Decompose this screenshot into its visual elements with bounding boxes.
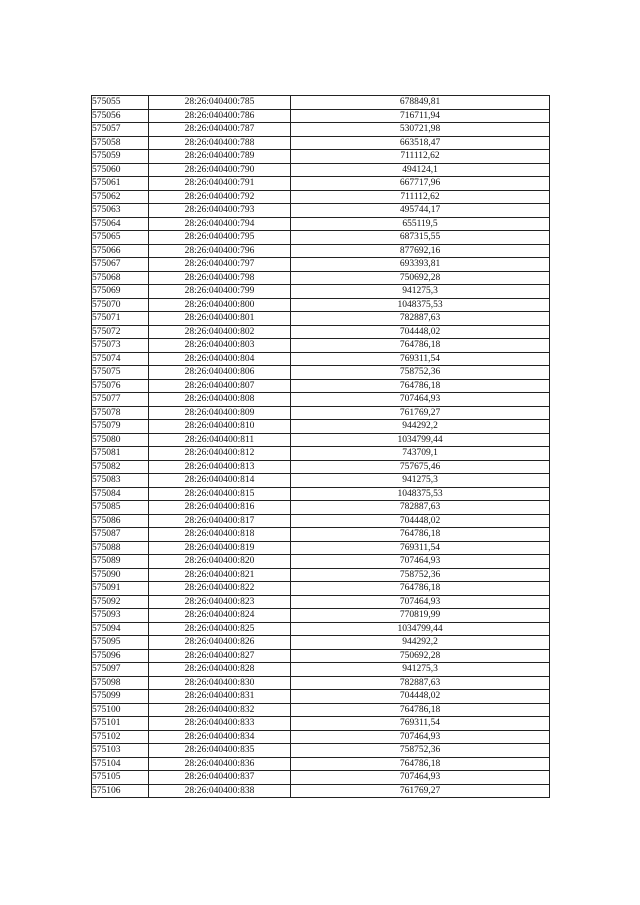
table-row bbox=[92, 622, 550, 636]
row-number-cell: 575087 bbox=[92, 528, 149, 542]
value-cell: 782887,63 bbox=[291, 312, 550, 326]
value-cell: 761769,27 bbox=[291, 784, 550, 798]
table-row bbox=[92, 676, 550, 690]
cadastral-number-cell: 28:26:040400:814 bbox=[149, 474, 291, 488]
table-row bbox=[92, 474, 550, 488]
table-row bbox=[92, 595, 550, 609]
row-number-cell: 575090 bbox=[92, 568, 149, 582]
cadastral-number-cell: 28:26:040400:798 bbox=[149, 271, 291, 285]
value-cell: 494124,1 bbox=[291, 163, 550, 177]
row-number-cell: 575065 bbox=[92, 231, 149, 245]
value-cell: 678849,81 bbox=[291, 96, 550, 110]
table-row bbox=[92, 231, 550, 245]
row-number-cell: 575088 bbox=[92, 541, 149, 555]
row-number-cell: 575082 bbox=[92, 460, 149, 474]
value-cell: 693393,81 bbox=[291, 258, 550, 272]
cadastral-number-cell: 28:26:040400:834 bbox=[149, 730, 291, 744]
cadastral-number-cell: 28:26:040400:817 bbox=[149, 514, 291, 528]
table-row bbox=[92, 771, 550, 785]
table-row bbox=[92, 730, 550, 744]
cadastral-number-cell: 28:26:040400:833 bbox=[149, 717, 291, 731]
cadastral-number-cell: 28:26:040400:804 bbox=[149, 352, 291, 366]
value-cell: 711112,62 bbox=[291, 190, 550, 204]
value-cell: 750692,28 bbox=[291, 271, 550, 285]
value-cell: 704448,02 bbox=[291, 325, 550, 339]
table-row bbox=[92, 460, 550, 474]
value-cell: 764786,18 bbox=[291, 339, 550, 353]
cadastral-number-cell: 28:26:040400:824 bbox=[149, 609, 291, 623]
value-cell: 495744,17 bbox=[291, 204, 550, 218]
cadastral-number-cell: 28:26:040400:797 bbox=[149, 258, 291, 272]
value-cell: 764786,18 bbox=[291, 582, 550, 596]
value-cell: 687315,55 bbox=[291, 231, 550, 245]
row-number-cell: 575080 bbox=[92, 433, 149, 447]
row-number-cell: 575093 bbox=[92, 609, 149, 623]
row-number-cell: 575105 bbox=[92, 771, 149, 785]
value-cell: 716711,94 bbox=[291, 109, 550, 123]
value-cell: 750692,28 bbox=[291, 649, 550, 663]
cadastral-number-cell: 28:26:040400:819 bbox=[149, 541, 291, 555]
table-row bbox=[92, 366, 550, 380]
cadastral-number-cell: 28:26:040400:810 bbox=[149, 420, 291, 434]
row-number-cell: 575097 bbox=[92, 663, 149, 677]
row-number-cell: 575073 bbox=[92, 339, 149, 353]
cadastral-number-cell: 28:26:040400:802 bbox=[149, 325, 291, 339]
row-number-cell: 575067 bbox=[92, 258, 149, 272]
cadastral-number-cell: 28:26:040400:828 bbox=[149, 663, 291, 677]
cadastral-number-cell: 28:26:040400:796 bbox=[149, 244, 291, 258]
table-row bbox=[92, 312, 550, 326]
table-row bbox=[92, 514, 550, 528]
cadastral-number-cell: 28:26:040400:831 bbox=[149, 690, 291, 704]
table-row bbox=[92, 541, 550, 555]
row-number-cell: 575094 bbox=[92, 622, 149, 636]
value-cell: 758752,36 bbox=[291, 366, 550, 380]
value-cell: 944292,2 bbox=[291, 636, 550, 650]
row-number-cell: 575096 bbox=[92, 649, 149, 663]
cadastral-number-cell: 28:26:040400:836 bbox=[149, 757, 291, 771]
cadastral-number-cell: 28:26:040400:813 bbox=[149, 460, 291, 474]
table-row bbox=[92, 393, 550, 407]
cadastral-number-cell: 28:26:040400:837 bbox=[149, 771, 291, 785]
cadastral-number-cell: 28:26:040400:815 bbox=[149, 487, 291, 501]
cadastral-number-cell: 28:26:040400:825 bbox=[149, 622, 291, 636]
value-cell: 941275,3 bbox=[291, 474, 550, 488]
cadastral-number-cell: 28:26:040400:801 bbox=[149, 312, 291, 326]
table-row bbox=[92, 271, 550, 285]
value-cell: 530721,98 bbox=[291, 123, 550, 137]
row-number-cell: 575057 bbox=[92, 123, 149, 137]
cadastral-number-cell: 28:26:040400:795 bbox=[149, 231, 291, 245]
value-cell: 707464,93 bbox=[291, 555, 550, 569]
table-row bbox=[92, 285, 550, 299]
cadastral-number-cell: 28:26:040400:786 bbox=[149, 109, 291, 123]
table-row bbox=[92, 136, 550, 150]
cadastral-number-cell: 28:26:040400:818 bbox=[149, 528, 291, 542]
cadastral-number-cell: 28:26:040400:791 bbox=[149, 177, 291, 191]
cadastral-number-cell: 28:26:040400:822 bbox=[149, 582, 291, 596]
value-cell: 782887,63 bbox=[291, 676, 550, 690]
table-row bbox=[92, 123, 550, 137]
data-table bbox=[91, 95, 550, 798]
cadastral-number-cell: 28:26:040400:816 bbox=[149, 501, 291, 515]
value-cell: 704448,02 bbox=[291, 514, 550, 528]
value-cell: 764786,18 bbox=[291, 757, 550, 771]
row-number-cell: 575059 bbox=[92, 150, 149, 164]
cadastral-number-cell: 28:26:040400:811 bbox=[149, 433, 291, 447]
value-cell: 1048375,53 bbox=[291, 487, 550, 501]
table-row bbox=[92, 96, 550, 110]
value-cell: 1034799,44 bbox=[291, 622, 550, 636]
cadastral-number-cell: 28:26:040400:793 bbox=[149, 204, 291, 218]
table-row bbox=[92, 244, 550, 258]
table-row bbox=[92, 501, 550, 515]
table-row bbox=[92, 352, 550, 366]
value-cell: 761769,27 bbox=[291, 406, 550, 420]
row-number-cell: 575092 bbox=[92, 595, 149, 609]
value-cell: 764786,18 bbox=[291, 528, 550, 542]
value-cell: 707464,93 bbox=[291, 393, 550, 407]
table-row bbox=[92, 298, 550, 312]
table-row bbox=[92, 744, 550, 758]
value-cell: 1048375,53 bbox=[291, 298, 550, 312]
cadastral-number-cell: 28:26:040400:838 bbox=[149, 784, 291, 798]
row-number-cell: 575102 bbox=[92, 730, 149, 744]
row-number-cell: 575101 bbox=[92, 717, 149, 731]
value-cell: 770819,99 bbox=[291, 609, 550, 623]
value-cell: 944292,2 bbox=[291, 420, 550, 434]
table-row bbox=[92, 204, 550, 218]
value-cell: 758752,36 bbox=[291, 744, 550, 758]
value-cell: 764786,18 bbox=[291, 379, 550, 393]
cadastral-number-cell: 28:26:040400:806 bbox=[149, 366, 291, 380]
table-row bbox=[92, 433, 550, 447]
cadastral-number-cell: 28:26:040400:809 bbox=[149, 406, 291, 420]
value-cell: 655119,5 bbox=[291, 217, 550, 231]
value-cell: 1034799,44 bbox=[291, 433, 550, 447]
row-number-cell: 575060 bbox=[92, 163, 149, 177]
value-cell: 707464,93 bbox=[291, 771, 550, 785]
table-row bbox=[92, 487, 550, 501]
row-number-cell: 575103 bbox=[92, 744, 149, 758]
value-cell: 941275,3 bbox=[291, 285, 550, 299]
row-number-cell: 575100 bbox=[92, 703, 149, 717]
value-cell: 769311,54 bbox=[291, 717, 550, 731]
row-number-cell: 575085 bbox=[92, 501, 149, 515]
row-number-cell: 575089 bbox=[92, 555, 149, 569]
cadastral-number-cell: 28:26:040400:835 bbox=[149, 744, 291, 758]
cadastral-number-cell: 28:26:040400:832 bbox=[149, 703, 291, 717]
cadastral-number-cell: 28:26:040400:827 bbox=[149, 649, 291, 663]
cadastral-number-cell: 28:26:040400:792 bbox=[149, 190, 291, 204]
row-number-cell: 575066 bbox=[92, 244, 149, 258]
value-cell: 663518,47 bbox=[291, 136, 550, 150]
value-cell: 769311,54 bbox=[291, 541, 550, 555]
row-number-cell: 575078 bbox=[92, 406, 149, 420]
table-row bbox=[92, 379, 550, 393]
table-row bbox=[92, 528, 550, 542]
row-number-cell: 575074 bbox=[92, 352, 149, 366]
table-row bbox=[92, 757, 550, 771]
value-cell: 743709,1 bbox=[291, 447, 550, 461]
row-number-cell: 575086 bbox=[92, 514, 149, 528]
cadastral-number-cell: 28:26:040400:794 bbox=[149, 217, 291, 231]
cadastral-number-cell: 28:26:040400:812 bbox=[149, 447, 291, 461]
row-number-cell: 575077 bbox=[92, 393, 149, 407]
value-cell: 711112,62 bbox=[291, 150, 550, 164]
table-row bbox=[92, 582, 550, 596]
table-row bbox=[92, 258, 550, 272]
row-number-cell: 575104 bbox=[92, 757, 149, 771]
row-number-cell: 575098 bbox=[92, 676, 149, 690]
cadastral-number-cell: 28:26:040400:821 bbox=[149, 568, 291, 582]
table-row bbox=[92, 177, 550, 191]
cadastral-number-cell: 28:26:040400:808 bbox=[149, 393, 291, 407]
table-row bbox=[92, 636, 550, 650]
table-row bbox=[92, 555, 550, 569]
row-number-cell: 575095 bbox=[92, 636, 149, 650]
table-row bbox=[92, 609, 550, 623]
row-number-cell: 575070 bbox=[92, 298, 149, 312]
row-number-cell: 575063 bbox=[92, 204, 149, 218]
row-number-cell: 575055 bbox=[92, 96, 149, 110]
table-row bbox=[92, 703, 550, 717]
cadastral-number-cell: 28:26:040400:807 bbox=[149, 379, 291, 393]
row-number-cell: 575076 bbox=[92, 379, 149, 393]
cadastral-number-cell: 28:26:040400:788 bbox=[149, 136, 291, 150]
cadastral-number-cell: 28:26:040400:787 bbox=[149, 123, 291, 137]
table-row bbox=[92, 163, 550, 177]
value-cell: 782887,63 bbox=[291, 501, 550, 515]
cadastral-number-cell: 28:26:040400:823 bbox=[149, 595, 291, 609]
value-cell: 707464,93 bbox=[291, 730, 550, 744]
table-body bbox=[92, 96, 550, 798]
row-number-cell: 575075 bbox=[92, 366, 149, 380]
row-number-cell: 575061 bbox=[92, 177, 149, 191]
cadastral-number-cell: 28:26:040400:799 bbox=[149, 285, 291, 299]
table-row bbox=[92, 339, 550, 353]
cadastral-number-cell: 28:26:040400:789 bbox=[149, 150, 291, 164]
table-row bbox=[92, 190, 550, 204]
table-row bbox=[92, 447, 550, 461]
row-number-cell: 575079 bbox=[92, 420, 149, 434]
value-cell: 667717,96 bbox=[291, 177, 550, 191]
table-row bbox=[92, 420, 550, 434]
value-cell: 704448,02 bbox=[291, 690, 550, 704]
cadastral-number-cell: 28:26:040400:830 bbox=[149, 676, 291, 690]
value-cell: 758752,36 bbox=[291, 568, 550, 582]
table-row bbox=[92, 325, 550, 339]
row-number-cell: 575081 bbox=[92, 447, 149, 461]
table-row bbox=[92, 150, 550, 164]
table-row bbox=[92, 109, 550, 123]
table-row bbox=[92, 568, 550, 582]
table-row bbox=[92, 217, 550, 231]
cadastral-number-cell: 28:26:040400:790 bbox=[149, 163, 291, 177]
row-number-cell: 575064 bbox=[92, 217, 149, 231]
row-number-cell: 575058 bbox=[92, 136, 149, 150]
row-number-cell: 575106 bbox=[92, 784, 149, 798]
value-cell: 769311,54 bbox=[291, 352, 550, 366]
cadastral-number-cell: 28:26:040400:800 bbox=[149, 298, 291, 312]
value-cell: 757675,46 bbox=[291, 460, 550, 474]
value-cell: 707464,93 bbox=[291, 595, 550, 609]
row-number-cell: 575084 bbox=[92, 487, 149, 501]
value-cell: 764786,18 bbox=[291, 703, 550, 717]
cadastral-number-cell: 28:26:040400:803 bbox=[149, 339, 291, 353]
row-number-cell: 575099 bbox=[92, 690, 149, 704]
row-number-cell: 575062 bbox=[92, 190, 149, 204]
table-row bbox=[92, 649, 550, 663]
value-cell: 877692,16 bbox=[291, 244, 550, 258]
row-number-cell: 575091 bbox=[92, 582, 149, 596]
table-row bbox=[92, 690, 550, 704]
table-row bbox=[92, 663, 550, 677]
row-number-cell: 575069 bbox=[92, 285, 149, 299]
row-number-cell: 575071 bbox=[92, 312, 149, 326]
cadastral-number-cell: 28:26:040400:826 bbox=[149, 636, 291, 650]
row-number-cell: 575083 bbox=[92, 474, 149, 488]
row-number-cell: 575056 bbox=[92, 109, 149, 123]
table-row bbox=[92, 784, 550, 798]
row-number-cell: 575072 bbox=[92, 325, 149, 339]
table-row bbox=[92, 406, 550, 420]
cadastral-number-cell: 28:26:040400:820 bbox=[149, 555, 291, 569]
table-row bbox=[92, 717, 550, 731]
cadastral-number-cell: 28:26:040400:785 bbox=[149, 96, 291, 110]
value-cell: 941275,3 bbox=[291, 663, 550, 677]
row-number-cell: 575068 bbox=[92, 271, 149, 285]
